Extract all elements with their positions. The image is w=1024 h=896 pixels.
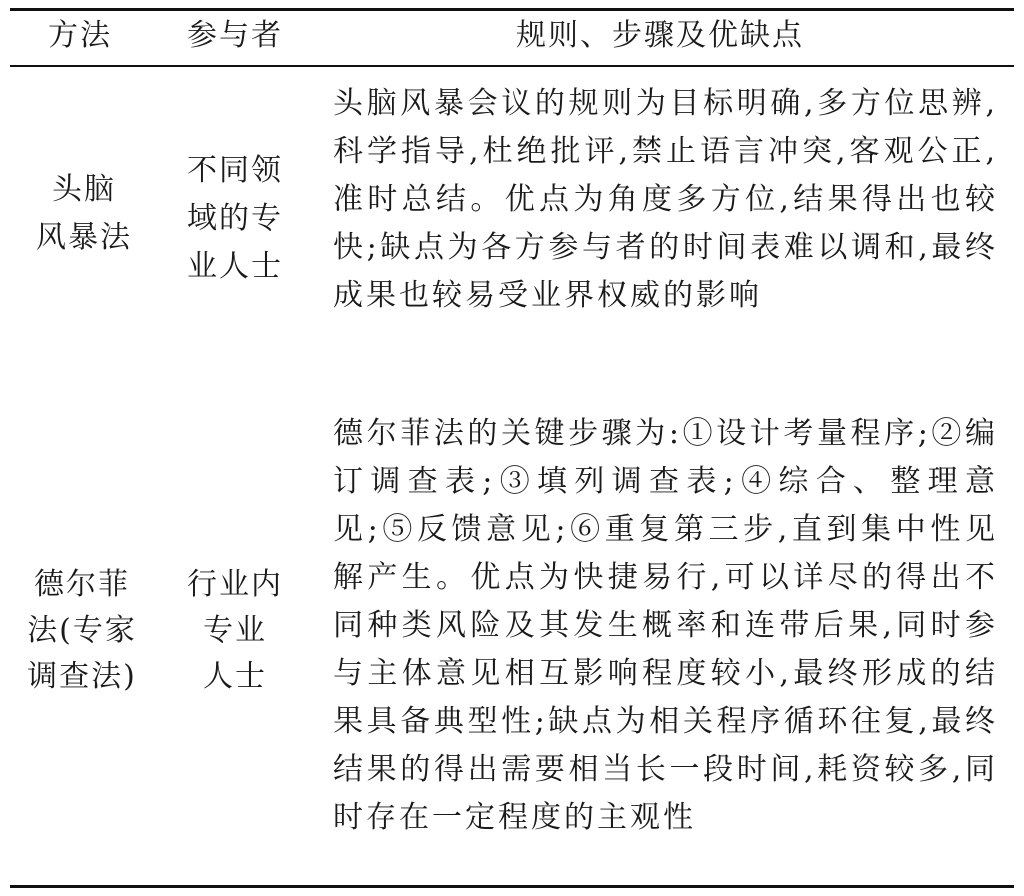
row-1-rules: 头脑风暴会议的规则为目标明确,多方位思辨,科学指导,杜绝批评,禁止语言冲突,客观公正,准时总结。优点为角度多方位,结果得出也较快;缺点为各方参与者的时间表难以调和,最终成果也较易受业界权威的影响 (333, 86, 998, 313)
row-2-method: 德尔菲 法(专家 调查法) (27, 567, 137, 694)
row-1-method: 头脑 风暴法 (36, 172, 132, 255)
row-2-rules: 德尔菲法的关键步骤为:①设计考量程序;②编订调查表;③填列调查表;④综合、整理意见;⑤反馈意见;⑥重复第三步,直到集中性见解产生。优点为快捷易行,可以详尽的得出不同种类风险及其发生概率和连带后果,同时参与主体意见相互影响程度较小,最终形成的结果具备典型性;缺点为相关程序循环往复,最终结果的得出需要相当长一段时间,耗资较多,同时存在一定程度的主观性 (333, 416, 998, 835)
table-header-rule (10, 65, 1014, 67)
row-2-participants: 行业内 专业 人士 (187, 567, 283, 694)
header-method: 方法 (48, 18, 112, 53)
table-bottom-rule (10, 885, 1014, 888)
table-top-rule (10, 8, 1014, 11)
header-rules: 规则、步骤及优缺点 (516, 18, 804, 53)
row-1-participants: 不同领 域的专 业人士 (187, 153, 283, 284)
header-participants: 参与者 (187, 18, 283, 53)
